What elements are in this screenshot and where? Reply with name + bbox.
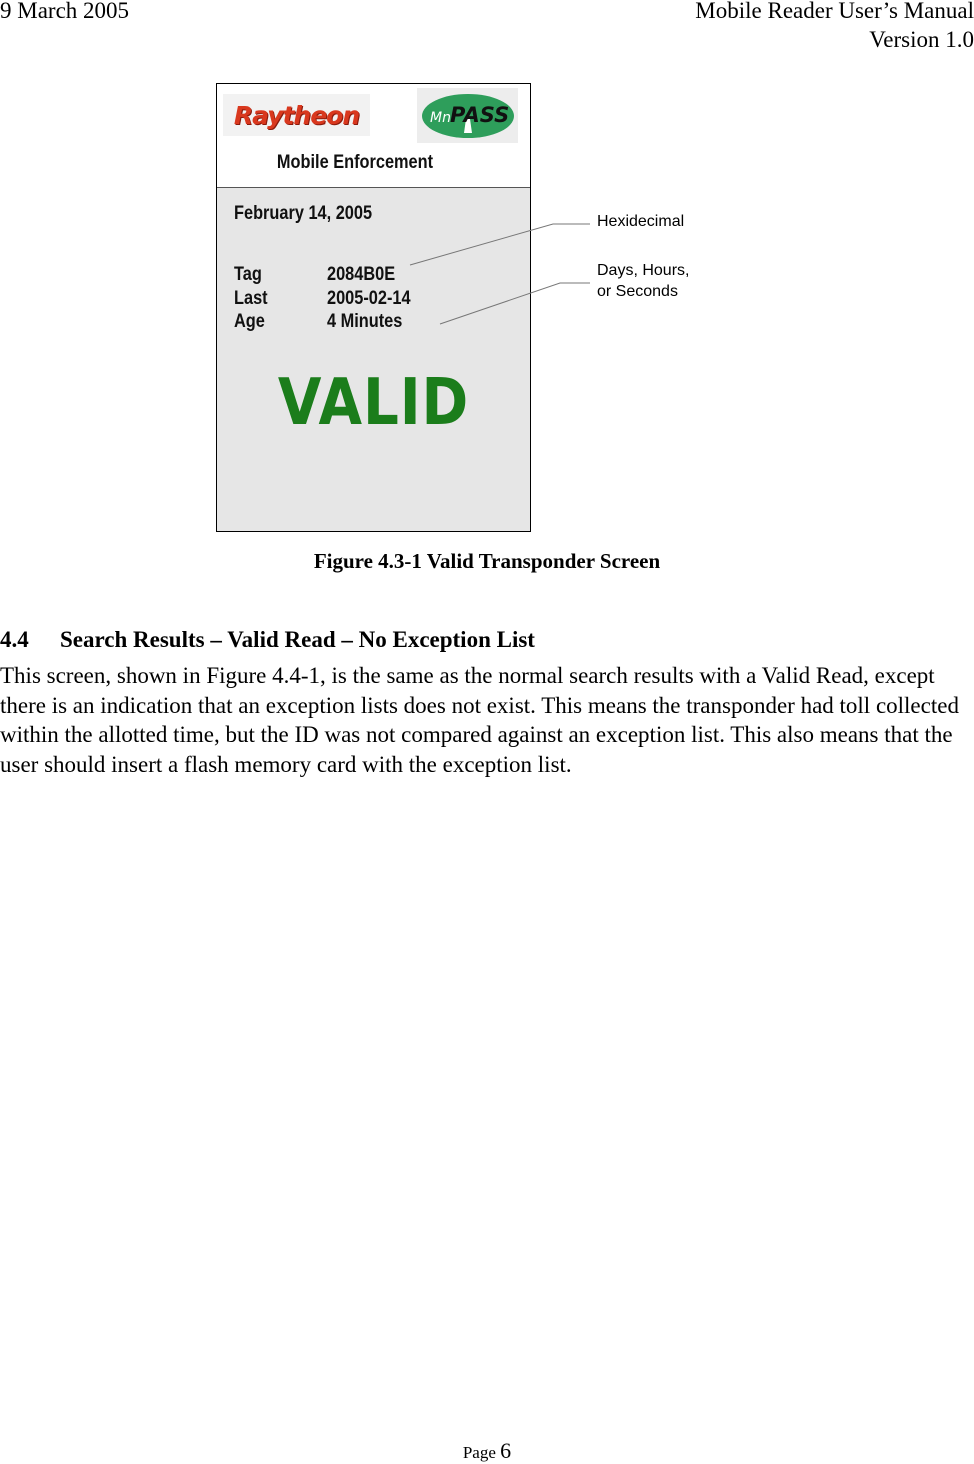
age-label: Age: [234, 311, 265, 332]
tag-label: Tag: [234, 264, 262, 285]
screen-date: February 14, 2005: [234, 203, 373, 224]
page-footer: [0, 1438, 974, 1464]
age-units-callout-line1: Days, Hours,: [597, 262, 690, 279]
figure-caption: Figure 4.3-1 Valid Transponder Screen: [313, 549, 661, 573]
last-value: 2005-02-14: [327, 288, 411, 309]
page-number: 6: [500, 1438, 512, 1463]
age-units-callout-line2: or Seconds: [597, 283, 678, 300]
valid-status: VALID: [277, 366, 470, 440]
mnpass-logo-main: PASS: [449, 102, 509, 127]
section-heading: [0, 627, 535, 653]
header-manual-title: Mobile Reader User’s Manual: [695, 0, 974, 23]
raytheon-logo-text: Raytheon: [233, 100, 360, 130]
section-number: 4.4: [0, 627, 29, 652]
tag-value: 2084B0E: [327, 264, 396, 285]
age-callout-line: [440, 283, 590, 324]
header-version: Version 1.0: [869, 27, 974, 52]
hex-callout-line: [410, 224, 590, 265]
section-body-text: This screen, shown in Figure 4.4-1, is the same as the normal search results with a Valid Read, except there is an indication that an exception lists does not exist. This means the transponder had toll collected within the allotted time, but the ID was not compared against an exception list. This also means that the user should insert a flash memory card with the exception list.: [0, 663, 959, 778]
page-label: Page: [462, 1443, 496, 1462]
hexidecimal-callout: Hexidecimal: [597, 213, 685, 230]
age-units-callout: [597, 260, 737, 302]
age-value: 4 Minutes: [327, 311, 403, 332]
section-title: Search Results – Valid Read – No Exception List: [60, 627, 535, 652]
mnpass-logo-prefix: Mn: [429, 109, 451, 126]
app-title: Mobile Enforcement: [276, 152, 434, 173]
header-date: 9 March 2005: [0, 0, 130, 23]
last-label: Last: [234, 288, 268, 309]
callout-lines: [0, 0, 974, 600]
